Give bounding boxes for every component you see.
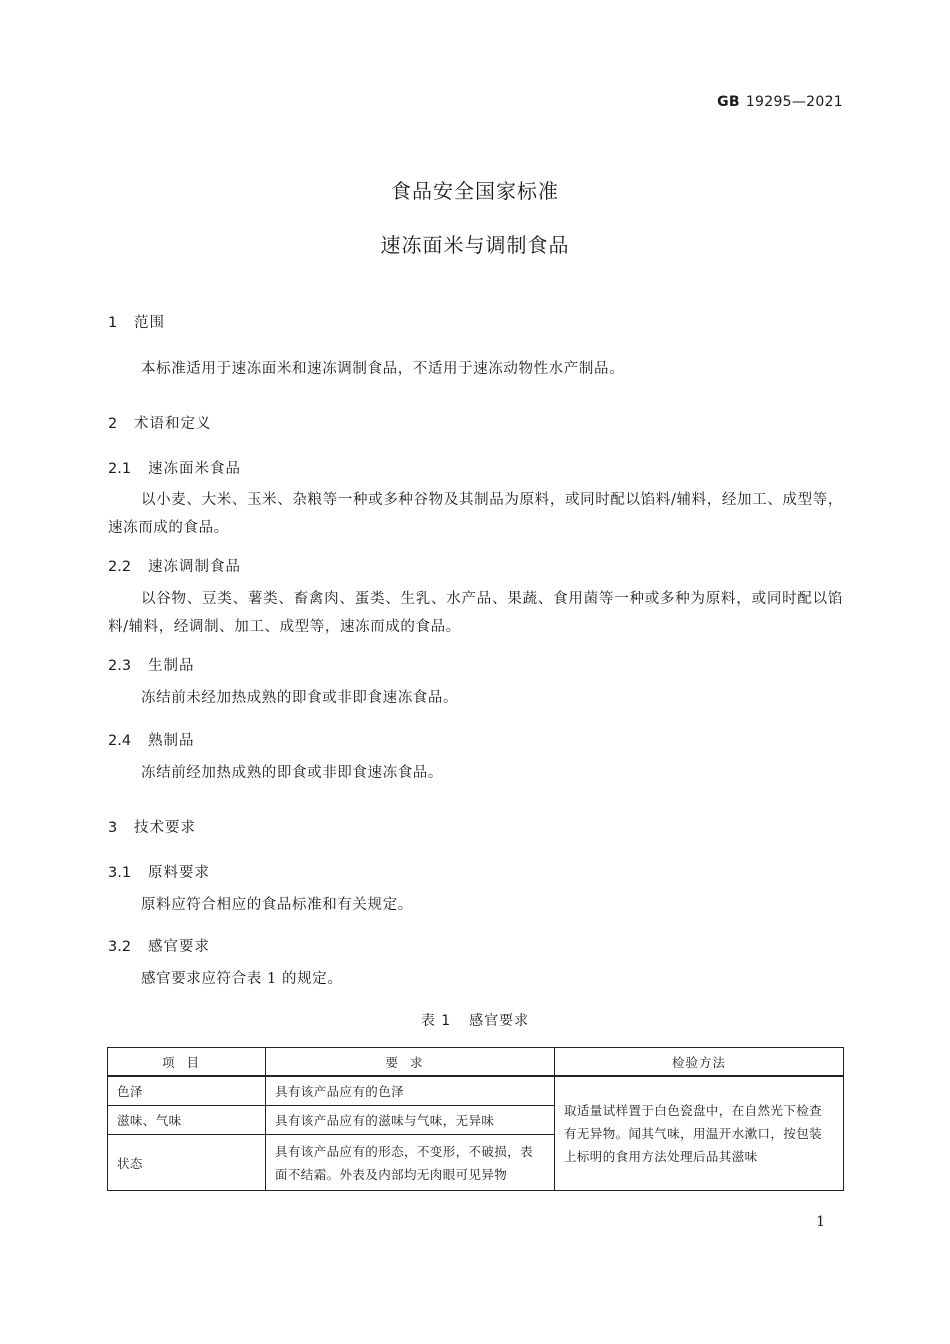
section-2-2-text: 以谷物、豆类、薯类、畜禽肉、蛋类、生乳、水产品、果蔬、食用菌等一种或多种为原料，或同时配以馅料/辅料，经调制、加工、成型等，速冻而成的食品。 [108, 591, 843, 635]
section-2-1-text: 以小麦、大米、玉米、杂粮等一种或多种谷物及其制品为原料，或同时配以馅料/辅料，经加工、成型等，速冻而成的食品。 [108, 492, 843, 536]
section-2-4-text: 冻结前经加热成熟的即食或非即食速冻食品。 [141, 765, 443, 781]
table-label: 表 1 [420, 1013, 452, 1029]
section-1-text: 本标准适用于速冻面米和速冻调制食品，不适用于速冻动物性水产制品。 [141, 361, 625, 377]
section-title: 感官要求 [148, 939, 210, 955]
section-number: 3.2 [108, 939, 132, 955]
item-cell: 滋味、气味 [108, 1106, 266, 1135]
table-header-row [108, 1048, 844, 1077]
document-subtitle: 速冻面米与调制食品 [380, 233, 570, 257]
section-number: 3.1 [108, 865, 132, 881]
section-number: 1 [108, 315, 119, 331]
section-2-heading [108, 412, 212, 433]
page-number: 1 [816, 1214, 825, 1230]
standard-code [717, 94, 843, 110]
section-number: 2.4 [108, 733, 132, 749]
section-number: 2.3 [108, 658, 132, 674]
table-caption-text: 感官要求 [469, 1013, 530, 1029]
requirement-cell: 具有该产品应有的滋味与气味，无异味 [266, 1106, 555, 1135]
section-title: 技术要求 [134, 820, 196, 836]
header-method: 检验方法 [555, 1048, 844, 1077]
item-cell: 状态 [108, 1135, 266, 1191]
section-title: 术语和定义 [134, 416, 212, 432]
section-title: 范围 [134, 315, 165, 331]
section-title: 速冻调制食品 [148, 559, 241, 575]
item-cell: 色泽 [108, 1076, 266, 1106]
requirement-cell: 具有该产品应有的色泽 [266, 1076, 555, 1106]
standard-number: 19295—2021 [745, 94, 843, 110]
section-number: 2.2 [108, 559, 132, 575]
section-title: 速冻面米食品 [148, 461, 241, 477]
section-number: 2.1 [108, 461, 132, 477]
section-2-2-heading [108, 555, 241, 576]
section-title: 熟制品 [148, 733, 195, 749]
table-row [108, 1076, 844, 1106]
section-title: 原料要求 [148, 865, 210, 881]
sensory-requirements-table [107, 1047, 844, 1191]
section-3-2-text: 感官要求应符合表 1 的规定。 [141, 971, 343, 987]
section-3-2-heading [108, 935, 210, 956]
section-2-4-heading [108, 729, 195, 750]
section-1-heading [108, 311, 165, 332]
section-title: 生制品 [148, 658, 195, 674]
requirement-cell: 具有该产品应有的形态，不变形，不破损，表面不结霜。外表及内部均无肉眼可见异物 [266, 1135, 555, 1191]
section-3-1-text: 原料应符合相应的食品标准和有关规定。 [141, 897, 413, 913]
document-title: 食品安全国家标准 [391, 179, 559, 203]
section-number: 2 [108, 416, 119, 432]
section-3-1-heading [108, 861, 210, 882]
table-caption [0, 1010, 950, 1030]
section-2-1-heading [108, 457, 241, 478]
header-item: 项目 [108, 1048, 266, 1077]
method-cell: 取适量试样置于白色瓷盘中，在自然光下检查有无异物。闻其气味，用温开水漱口，按包装上标明的食用方法处理后品其滋味 [555, 1076, 844, 1191]
section-number: 3 [108, 820, 119, 836]
section-2-3-heading [108, 654, 195, 675]
header-requirement: 要求 [266, 1048, 555, 1077]
section-3-heading [108, 816, 196, 837]
standard-prefix: GB [717, 94, 740, 110]
section-2-3-text: 冻结前未经加热成熟的即食或非即食速冻食品。 [141, 690, 459, 706]
